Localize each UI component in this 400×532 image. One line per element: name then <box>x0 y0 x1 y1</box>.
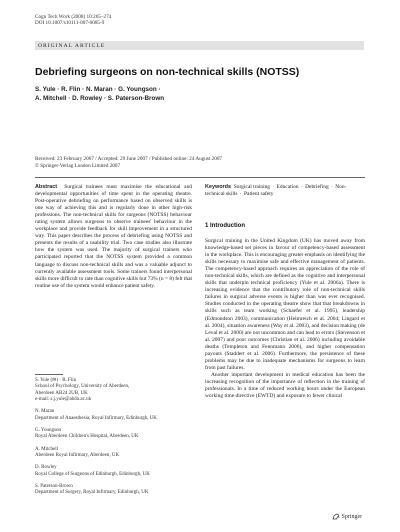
keyword: Debriefing <box>305 184 329 190</box>
affiliation-line: Royal College of Surgeons of Edinburgh, Edinburgh, UK <box>35 471 150 477</box>
affiliation <box>35 378 193 403</box>
affiliation-line: Royal Aberdeen Children's Hospital, Aberdeen, UK <box>35 434 139 440</box>
publication-history <box>35 156 365 170</box>
abstract <box>35 184 192 290</box>
paragraph: Surgical training in the United Kingdom (UK) has moved away from knowledge-based set pieces in favour of competency-based assessment in the workplace. This is encouraging greater emphasis on identifying the skills necessary to maximise safe and effective management of patients. The competency-based approach requires an appreciation of the role of non-technical skills, which are defined as the cognitive and interpersonal skills that underpin technical proficiency (Yule et al. 2006a). There is increasing evidence that the contributory role of non-technical skills failures in surgical adverse events is higher than was ever recognised. Studies conducted in the operating theatre show that that breakdowns in skills such as team working (Schaefer et al. 1995), leadership (Edmondson 2003), communication (Helmreich et al. 2004; Lingard et al. 2004), situation awareness (Way et al. 2003), and decision making (de Leval et al. 2000) are not uncommon and can lead to errors (Stevenson et al. 2007) and poor outcomes (Christian et al. 2006) including avoidable deaths (Templeton and Fennmann 2006), and higher compensation payouts (Staddert et al. 2006). Furthermore, the persistence of these problems may be due to inadequate mechanisms for surgeons to learn from past failures. <box>205 238 365 371</box>
affiliation <box>35 465 193 478</box>
springer-horse-icon <box>332 513 340 520</box>
affiliations <box>35 378 193 503</box>
affiliation-rule <box>35 374 63 375</box>
section-heading: 1 Introduction <box>205 223 245 229</box>
publisher-logo <box>332 513 362 520</box>
introduction-body <box>205 238 365 400</box>
keyword: Patient safety <box>244 191 274 198</box>
article-type-label: ORIGINAL ARTICLE <box>38 42 106 49</box>
author-line: A. Mitchell · D. Rowley · S. Paterson-Brown <box>35 95 165 103</box>
keywords-label: Keywords <box>205 184 231 190</box>
keywords: Keywords Surgical training · Education · Debriefing · Non-technical skills · Patient safety <box>205 184 347 198</box>
abstract-label: Abstract <box>35 184 58 190</box>
header-rule <box>35 177 365 178</box>
author-list <box>35 85 355 103</box>
affiliation-authors: N. Maran <box>35 409 55 415</box>
affiliation-line: School of Psychology, University of Aberdeen, <box>35 384 130 390</box>
affiliation-authors: S. Yule (✉) · R. Flin <box>35 378 77 383</box>
publisher-name: Springer <box>341 513 363 520</box>
abstract-text: Surgical trainees must maximise the educational and developmental opportunities of time spent in the operating theatre. Post-operative debriefing on performance based on observed skills is one way of achieving this and is regularly done in other high-risk professions. The non-technical skills for surgeons (NOTSS) behaviour rating system allows surgeons to observe trainees' behaviour in the workplace and provide feedback for skill improvement in a structured way. This paper describes the process of debriefing using NOTSS and presents the results of a usability trial. Two case studies also illustrate how the system was used. The majority of surgical trainers who participated reported that the NOTSS system provided a common language to discuss non-technical skills and was a valuable adjunct to currently available assessment tools. Some trainers found interpersonal skills more difficult to rate than cognitive skills but 73% (n = 8) felt that routine use of the system would enhance patient safety. <box>35 184 193 289</box>
author-email: e-mail: s.j.yule@abdn.ac.uk <box>35 397 92 403</box>
journal-citation: Cogn Tech Work (2008) 10:265–274 <box>35 14 112 20</box>
running-head <box>35 14 111 27</box>
keyword: Surgical training <box>233 184 271 190</box>
received-dates: Received: 23 February 2007 / Accepted: 29 June 2007 / Published online: 24 August 2007 <box>35 156 223 162</box>
affiliation-authors: G. Youngson <box>35 428 61 434</box>
article-title: Debriefing surgeons on non-technical skills (NOTSS) <box>35 66 300 78</box>
affiliation-authors: A. Mitchell <box>35 446 59 452</box>
affiliation <box>35 484 193 497</box>
affiliation-line: Department of Surgery, Royal Infirmary, Edinburgh, UK <box>35 490 149 496</box>
copyright-line: © Springer-Verlag London Limited 2007 <box>35 162 121 169</box>
paragraph: Another important development in medical education has been the increasing recognition of the importance of reflection in the training of professionals. In a time of reduced working hours under the European working time directive (EWTD) and exposure to fewer clinical <box>205 371 365 400</box>
affiliation <box>35 409 193 422</box>
affiliation-line: Department of Anaesthesia, Royal Infirmary, Edinburgh, UK <box>35 415 157 421</box>
affiliation-line: Aberdeen Royal Infirmary, Aberdeen, UK <box>35 453 120 459</box>
author-line: S. Yule · R. Flin · N. Maran · G. Youngson · <box>35 86 161 93</box>
affiliation-authors: D. Rowley <box>35 465 57 471</box>
doi: DOI 10.1007/s10111-007-0085-9 <box>35 20 105 27</box>
affiliation <box>35 428 193 441</box>
affiliation-authors: S. Paterson-Brown <box>35 484 73 490</box>
affiliation-line: Aberdeen AB24 2UB, UK <box>35 390 88 396</box>
keyword: Non-technical skills <box>205 184 347 198</box>
affiliation <box>35 447 193 460</box>
keyword: Education <box>276 184 299 190</box>
